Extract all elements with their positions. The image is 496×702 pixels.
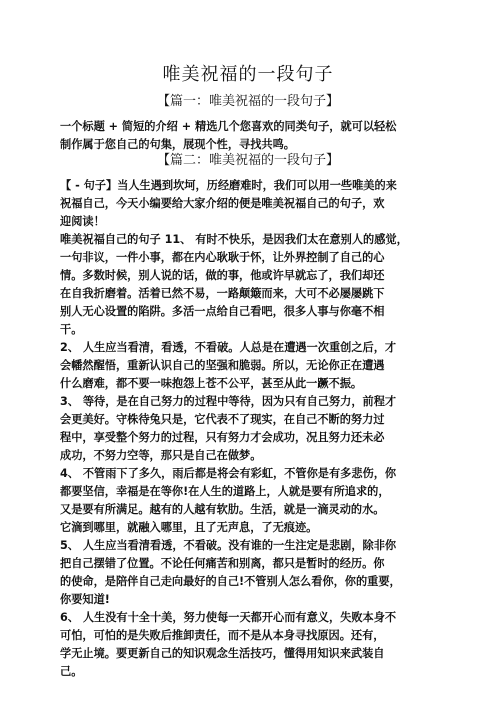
section-heading-1: 【篇一：唯美祝福的一段句子】 — [156, 94, 339, 109]
body-line: 5、 人生应当看清看透，不看破。没有谁的一生注定是悲剧，除非你 — [60, 539, 397, 552]
section-heading-2: 【篇二：唯美祝福的一段句子】 — [156, 153, 339, 168]
body-line: 成功，不努力空等，那只是自己在做梦。 — [60, 449, 262, 462]
body-line: 3、 等待，是在自己努力的过程中等待，因为只有自己努力，前程才 — [60, 395, 397, 408]
body-line: 你要知道! — [60, 593, 110, 606]
body-line: 又是要有所满足。越有的人越有软肋。生活，就是一滴灵动的水。 — [60, 503, 385, 516]
body-line: 的使命，是陪伴自己走向最好的自己!不管别人怎么看你，你的重要， — [60, 575, 401, 588]
body-line: 干。 — [60, 323, 83, 336]
body-line: 会更美好。守株待兔只是，它代表不了现实，在自己不断的努力过 — [60, 413, 385, 426]
body-line: 程中，享受整个努力的过程，只有努力才会成功，况且努力还未必 — [60, 431, 385, 444]
body-line: 会幡然醒悟，重新认识自己的坚强和脆弱。所以，无论你正在遭遇 — [60, 359, 385, 372]
body-line: 都要坚信，幸福是在等你!在人生的道路上，人就是要有所追求的， — [60, 485, 390, 498]
body-text — [60, 177, 436, 681]
intro-line: 制作属于您自己的句集，展现个性，寻找共鸣。 — [60, 138, 295, 151]
body-line: 别人无心设置的陷阱。多活一点给自己看吧，很多人事与你毫不相 — [60, 305, 385, 318]
body-line: 【 - 句子】当人生遇到坎坷，历经磨难时，我们可以用一些唯美的来 — [60, 179, 397, 192]
body-line: 祝福自己，今天小编要给大家介绍的便是唯美祝福自己的句子，欢 — [60, 197, 385, 210]
body-line: 在自我折磨着。活着已然不易，一路颠簸而来，大可不必屡屡跳下 — [60, 287, 385, 300]
body-line: 2、 人生应当看清，看透，不看破。人总是在遭遇一次重创之后，才 — [60, 341, 397, 354]
body-line: 唯美祝福自己的句子 11、 有时不快乐，是因我们太在意别人的感觉， — [60, 233, 408, 246]
body-line: 它滴到哪里，就融入哪里，且了无声息，了无痕迹。 — [60, 521, 318, 534]
body-line: 什么磨难，都不要一味抱怨上苍不公平，甚至从此一蹶不振。 — [60, 377, 363, 390]
body-line: 4、 不管雨下了多久，雨后都是将会有彩虹，不管你是有多悲伤，你 — [60, 467, 397, 480]
body-line: 情。多数时候，别人说的话，做的事，他或许早就忘了，我们却还 — [60, 269, 385, 282]
body-line: 迎阅读！ — [60, 215, 105, 228]
body-line: 一句非议，一件小事，都在内心耿耿于怀，让外界控制了自己的心 — [60, 251, 385, 264]
body-line: 6、 人生没有十全十美，努力使每一天都开心而有意义，失败本身不 — [60, 611, 397, 624]
body-line: 把自己摆错了位置。不论任何痛苦和别离，都只是暂时的经历。你 — [60, 557, 385, 570]
document-title: 唯美祝福的一段句子 — [162, 64, 334, 85]
body-line: 学无止境。要更新自己的知识观念生活技巧，懂得用知识来武装自 — [60, 647, 385, 660]
body-line: 己。 — [60, 665, 83, 678]
intro-line: 一个标题 + 简短的介绍 + 精选几个您喜欢的同类句子，就可以轻松 — [60, 120, 397, 133]
body-line: 可怕，可怕的是失败后推卸责任，而不是从本身寻找原因。还有， — [60, 629, 385, 642]
